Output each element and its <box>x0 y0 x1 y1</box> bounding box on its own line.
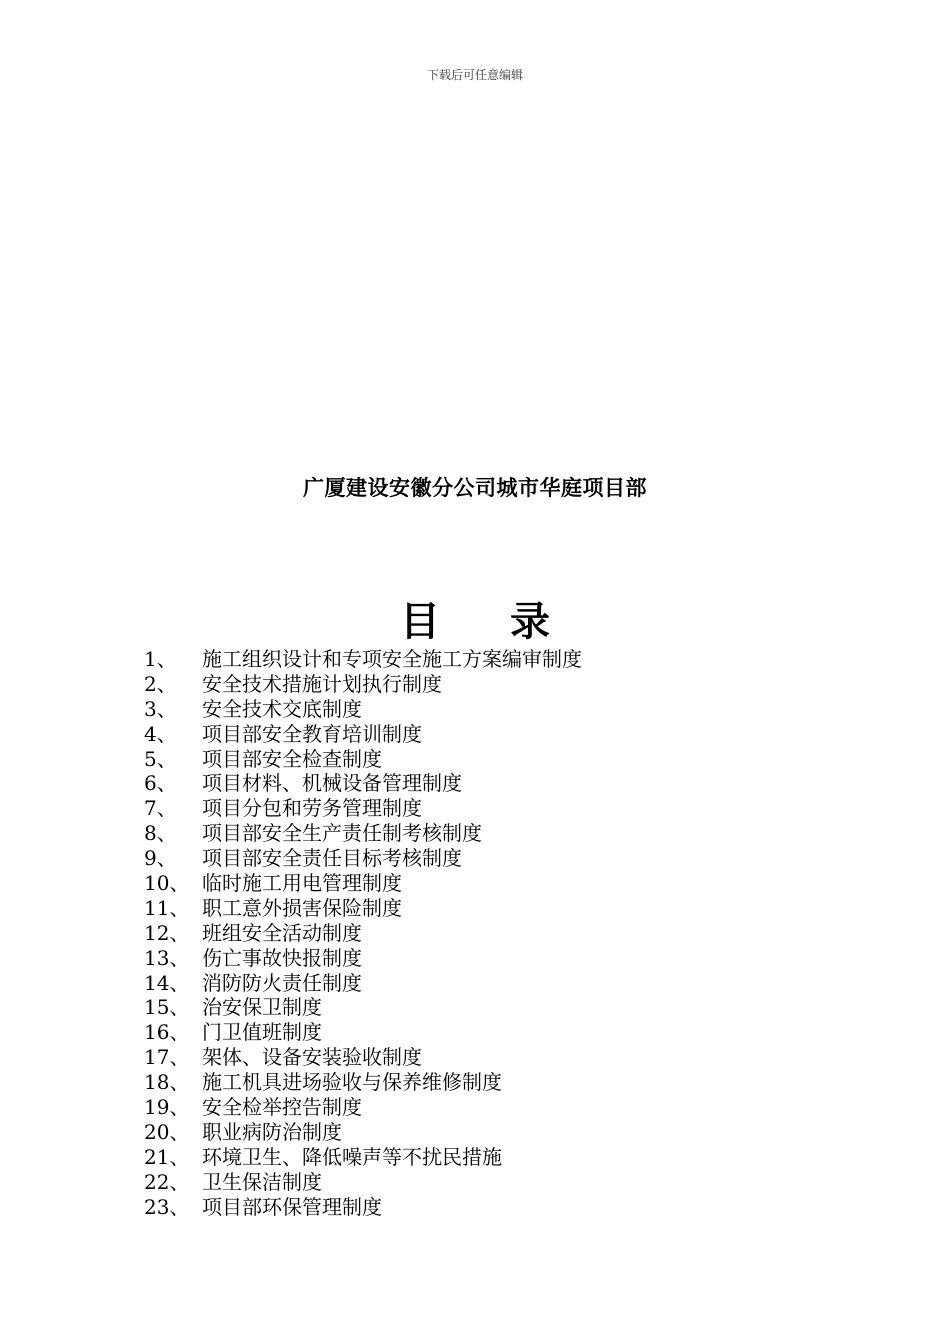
toc-item-text: 职业病防治制度 <box>202 1119 342 1144</box>
toc-item-3 <box>144 697 844 722</box>
toc-item-8 <box>144 821 844 846</box>
toc-item-21 <box>144 1145 844 1170</box>
toc-item-2 <box>144 672 844 697</box>
toc-item-text: 安全技术交底制度 <box>202 696 362 721</box>
header-note: 下载后可任意编辑 <box>426 68 523 82</box>
toc-item-7 <box>144 796 844 821</box>
toc-item-number: 23、 <box>144 1194 190 1219</box>
toc-item-5 <box>144 747 844 772</box>
toc-item-number: 5、 <box>144 746 177 771</box>
toc-heading-right: 录 <box>510 598 550 645</box>
toc-item-number: 9、 <box>144 846 177 871</box>
toc-item-number: 6、 <box>144 771 177 796</box>
toc-item-15 <box>144 995 844 1020</box>
toc-item-number: 20、 <box>144 1119 190 1144</box>
toc-item-number: 8、 <box>144 821 177 846</box>
toc-item-text: 架体、设备安装验收制度 <box>202 1045 422 1070</box>
toc-item-text: 消防防火责任制度 <box>202 970 362 995</box>
toc-item-12 <box>144 921 844 946</box>
toc-item-text: 临时施工用电管理制度 <box>202 871 402 896</box>
company-title: 广厦建设安徽分公司城市华庭项目部 <box>303 476 647 500</box>
toc-item-19 <box>144 1095 844 1120</box>
toc-item-number: 10、 <box>144 871 190 896</box>
toc-heading <box>0 596 950 648</box>
toc-item-text: 安全检举控告制度 <box>202 1095 362 1120</box>
toc-item-text: 伤亡事故快报制度 <box>202 945 362 970</box>
toc-item-number: 21、 <box>144 1144 190 1169</box>
toc-item-text: 项目部安全检查制度 <box>202 746 382 771</box>
toc-item-number: 15、 <box>144 995 190 1020</box>
toc-item-text: 职工意外损害保险制度 <box>202 895 402 920</box>
toc-item-text: 项目部安全生产责任制考核制度 <box>202 821 482 846</box>
toc-item-23 <box>144 1195 844 1220</box>
toc-item-number: 3、 <box>144 696 177 721</box>
toc-item-number: 22、 <box>144 1169 190 1194</box>
toc-item-text: 项目分包和劳务管理制度 <box>202 796 422 821</box>
toc-item-text: 班组安全活动制度 <box>202 920 362 945</box>
toc-item-text: 施工机具进场验收与保养维修制度 <box>202 1070 502 1095</box>
toc-item-text: 环境卫生、降低噪声等不扰民措施 <box>202 1144 502 1169</box>
toc-item-1 <box>144 647 844 672</box>
toc-item-text: 安全技术措施计划执行制度 <box>202 671 442 696</box>
toc-item-text: 项目材料、机械设备管理制度 <box>202 771 462 796</box>
toc-list <box>144 647 844 1219</box>
toc-item-text: 施工组织设计和专项安全施工方案编审制度 <box>202 647 582 671</box>
toc-item-13 <box>144 946 844 971</box>
toc-item-text: 卫生保洁制度 <box>202 1169 322 1194</box>
toc-item-number: 14、 <box>144 970 190 995</box>
toc-item-text: 治安保卫制度 <box>202 995 322 1020</box>
toc-item-10 <box>144 871 844 896</box>
toc-item-text: 门卫值班制度 <box>202 1020 322 1045</box>
toc-item-20 <box>144 1120 844 1145</box>
toc-item-text: 项目部安全教育培训制度 <box>202 721 422 746</box>
toc-item-number: 11、 <box>144 895 190 920</box>
toc-item-number: 13、 <box>144 945 190 970</box>
toc-item-number: 2、 <box>144 671 177 696</box>
toc-item-number: 17、 <box>144 1045 190 1070</box>
toc-item-9 <box>144 846 844 871</box>
toc-item-18 <box>144 1070 844 1095</box>
toc-item-4 <box>144 722 844 747</box>
toc-item-number: 4、 <box>144 721 177 746</box>
toc-item-number: 1、 <box>144 647 177 671</box>
toc-item-number: 12、 <box>144 920 190 945</box>
toc-item-14 <box>144 971 844 996</box>
toc-item-text: 项目部环保管理制度 <box>202 1194 382 1219</box>
toc-item-number: 16、 <box>144 1020 190 1045</box>
toc-item-text: 项目部安全责任目标考核制度 <box>202 846 462 871</box>
toc-heading-left: 目 <box>400 598 440 645</box>
toc-item-17 <box>144 1045 844 1070</box>
toc-item-16 <box>144 1020 844 1045</box>
toc-item-number: 19、 <box>144 1095 190 1120</box>
toc-item-number: 7、 <box>144 796 177 821</box>
toc-item-6 <box>144 771 844 796</box>
toc-item-number: 18、 <box>144 1070 190 1095</box>
toc-item-11 <box>144 896 844 921</box>
toc-item-22 <box>144 1170 844 1195</box>
